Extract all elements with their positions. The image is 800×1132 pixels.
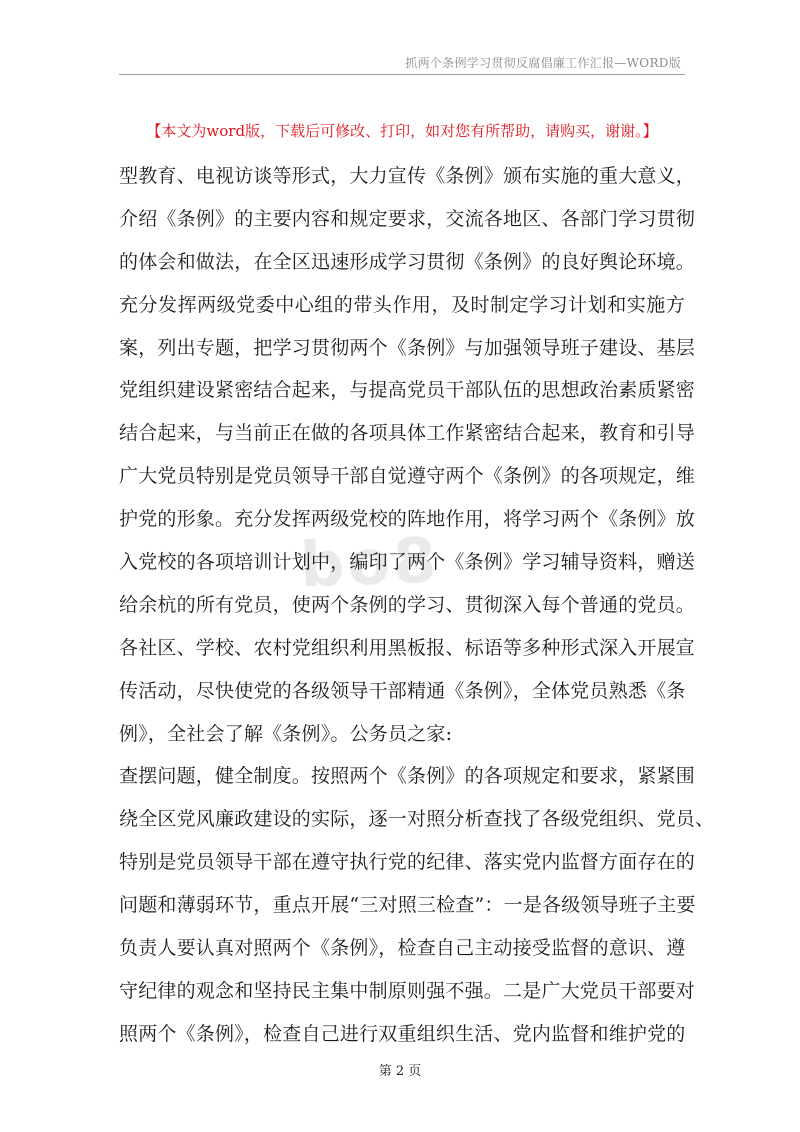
body-line: 传活动，尽快使党的各级领导干部精通《条例》，全体党员熟悉《条 [119, 679, 686, 702]
body-line: 入党校的各项培训计划中，编印了两个《条例》学习辅导资料，赠送 [119, 551, 696, 574]
page-number: 第 2 页 [378, 1064, 422, 1079]
body-line: 守纪律的观念和坚持民主集中制原则强不强。二是广大党员干部要对 [119, 979, 696, 1002]
document-body [119, 155, 715, 1056]
body-line: 案，列出专题，把学习贯彻两个《条例》与加强领导班子建设、基层 [119, 336, 696, 359]
body-line: 负责人要认真对照两个《条例》，检查自己主动接受监督的意识、遵 [119, 937, 686, 960]
document-header-title: 抓两个条例学习贯彻反腐倡廉工作汇报—WORD版 [405, 56, 681, 70]
body-line: 查摆问题，健全制度。按照两个《条例》的各项规定和要求，紧紧围 [119, 765, 696, 788]
body-line: 问题和薄弱环节，重点开展“三对照三检查”：一是各级领导班子主要 [119, 894, 696, 917]
body-line: 结合起来，与当前正在做的各项具体工作紧密结合起来，教育和引导 [119, 422, 696, 445]
body-line: 充分发挥两级党委中心组的带头作用，及时制定学习计划和实施方 [119, 293, 685, 316]
body-line: 特别是党员领导干部在遵守执行党的纪律、落实党内监督方面存在的 [119, 851, 696, 874]
body-line: 型教育、电视访谈等形式，大力宣传《条例》颁布实施的重大意义， [119, 165, 696, 187]
body-line: 介绍《条例》的主要内容和规定要求，交流各地区、各部门学习贯彻 [119, 207, 696, 230]
body-line: 的体会和做法，在全区迅速形成学习贯彻《条例》的良好舆论环境。 [119, 250, 696, 273]
body-line: 广大党员特别是党员领导干部自觉遵守两个《条例》的各项规定，维 [119, 465, 696, 488]
body-line: 各社区、学校、农村党组织利用黑板报、标语等多种形式深入开展宣 [119, 636, 696, 659]
body-line: 党组织建设紧密结合起来，与提高党员干部队伍的思想政治素质紧密 [119, 379, 696, 402]
body-line: 给余杭的所有党员，使两个条例的学习、贯彻深入每个普通的党员。 [119, 593, 696, 616]
body-line: 例》，全社会了解《条例》。公务员之家: [119, 722, 453, 745]
download-notice: 【本文为word版，下载后可修改、打印，如对您有所帮助，请购买，谢谢。】 [146, 122, 658, 140]
header-divider [119, 74, 685, 75]
watermark: bo8 [298, 523, 441, 602]
body-line: 照两个《条例》，检查自己进行双重组织生活、党内监督和维护党的 [119, 1022, 686, 1045]
body-line: 护党的形象。充分发挥两级党校的阵地作用，将学习两个《条例》放 [119, 508, 696, 531]
body-line: 绕全区党风廉政建设的实际，逐一对照分析查找了各级党组织、党员、 [119, 808, 715, 831]
